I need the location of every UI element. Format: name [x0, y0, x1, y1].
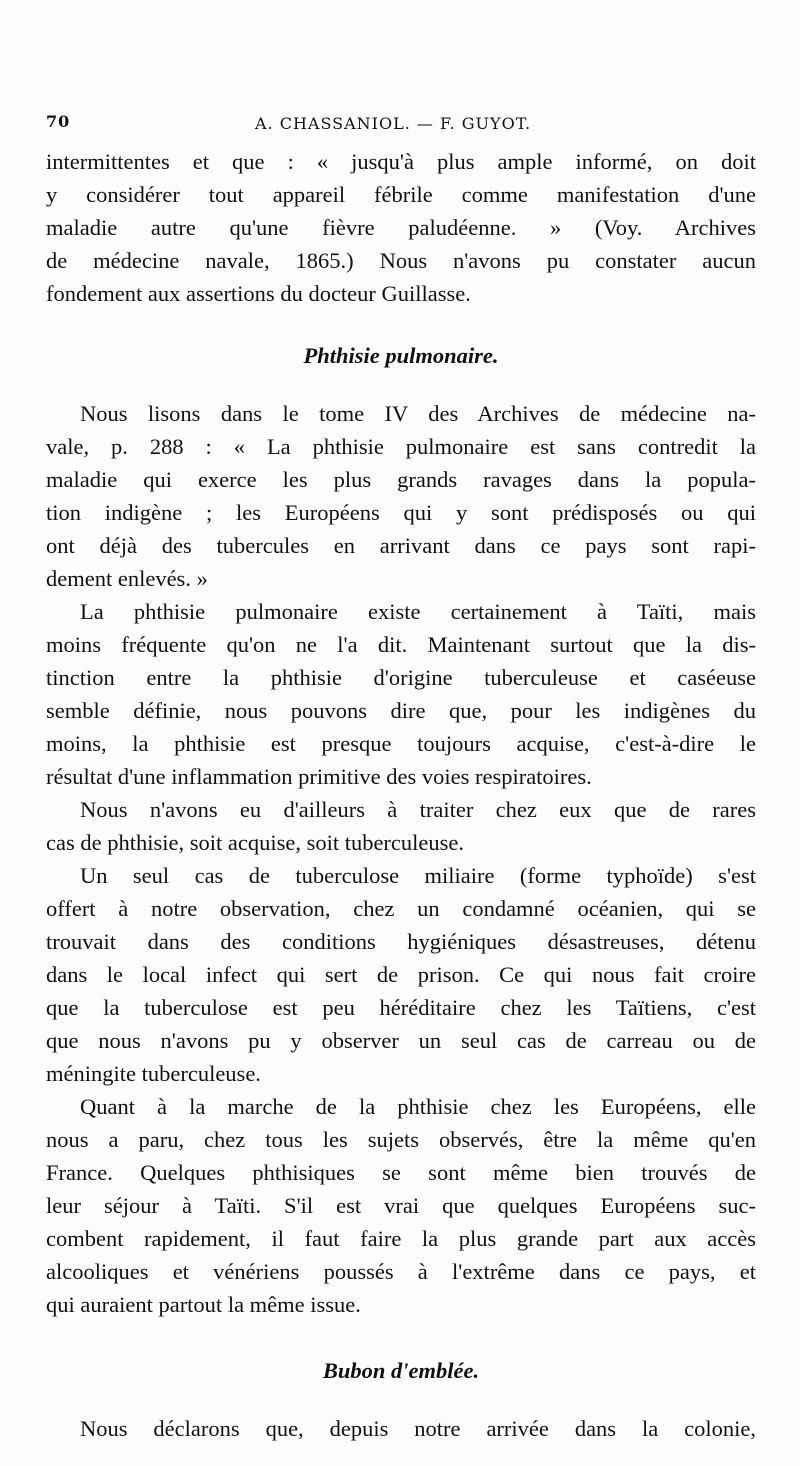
text-line: combent rapidement, il faut faire la plus grande part aux accès	[46, 1226, 756, 1251]
text-line: maladie autre qu'une fièvre paludéenne. » (Voy. Archives	[46, 215, 756, 240]
section-heading: Bubon d'emblée.	[322, 1358, 480, 1383]
page-header	[46, 112, 756, 138]
section-heading: Phthisie pulmonaire.	[303, 343, 499, 368]
text-line: dans le local infect qui sert de prison. Ce qui nous fait croire	[46, 962, 756, 987]
text-line: intermittentes et que : « jusqu'à plus ample informé, on doit	[46, 149, 756, 174]
running-head: A. CHASSANIOL. — F. GUYOT.	[255, 114, 532, 133]
text-line: y considérer tout appareil fébrile comme manifestation d'une	[46, 182, 756, 207]
text-line: vale, p. 288 : « La phthisie pulmonaire est sans contredit la	[46, 434, 756, 459]
text-line: Nous déclarons que, depuis notre arrivée dans la colonie,	[80, 1416, 756, 1441]
text-line: résultat d'une inflammation primitive des voies respiratoires.	[46, 764, 592, 789]
text-line: Quant à la marche de la phthisie chez les Européens, elle	[80, 1094, 756, 1119]
text-line: ont déjà des tubercules en arrivant dans ce pays sont rapi-	[46, 533, 756, 558]
text-line: méningite tuberculeuse.	[46, 1061, 261, 1086]
text-line: leur séjour à Taïti. S'il est vrai que quelques Européens suc-	[46, 1193, 756, 1218]
text-line: que la tuberculose est peu héréditaire chez les Taïtiens, c'est	[46, 995, 756, 1020]
text-line: tion indigène ; les Européens qui y sont prédisposés ou qui	[46, 500, 756, 525]
text-line: nous a paru, chez tous les sujets observés, être la même qu'en	[46, 1127, 756, 1152]
text-line: Nous lisons dans le tome IV des Archives de médecine na-	[80, 401, 756, 426]
text-line: fondement aux assertions du docteur Guillasse.	[46, 281, 471, 306]
text-line: trouvait dans des conditions hygiéniques désastreuses, détenu	[46, 929, 756, 954]
text-line: Un seul cas de tuberculose miliaire (forme typhoïde) s'est	[80, 863, 756, 888]
text-line: maladie qui exerce les plus grands ravages dans la popula-	[46, 467, 756, 492]
text-line: cas de phthisie, soit acquise, soit tuberculeuse.	[46, 830, 465, 855]
text-line: offert à notre observation, chez un condamné océanien, qui se	[46, 896, 756, 921]
text-line: La phthisie pulmonaire existe certainement à Taïti, mais	[80, 599, 756, 624]
text-line: dement enlevés. »	[46, 566, 208, 591]
text-line: Nous n'avons eu d'ailleurs à traiter chez eux que de rares	[80, 797, 756, 822]
text-line: qui auraient partout la même issue.	[46, 1292, 361, 1317]
text-line: alcooliques et vénériens poussés à l'extrême dans ce pays, et	[46, 1259, 756, 1284]
text-line: tinction entre la phthisie d'origine tuberculeuse et caséeuse	[46, 665, 756, 690]
text-line: semble définie, nous pouvons dire que, pour les indigènes du	[46, 698, 756, 723]
page-number: 70	[46, 112, 71, 131]
text-line: moins fréquente qu'on ne l'a dit. Maintenant surtout que la dis-	[46, 632, 756, 657]
text-line: que nous n'avons pu y observer un seul cas de carreau ou de	[46, 1028, 756, 1053]
text-line: moins, la phthisie est presque toujours acquise, c'est-à-dire le	[46, 731, 756, 756]
text-line: France. Quelques phthisiques se sont même bien trouvés de	[46, 1160, 756, 1185]
text-line: de médecine navale, 1865.) Nous n'avons pu constater aucun	[46, 248, 756, 273]
